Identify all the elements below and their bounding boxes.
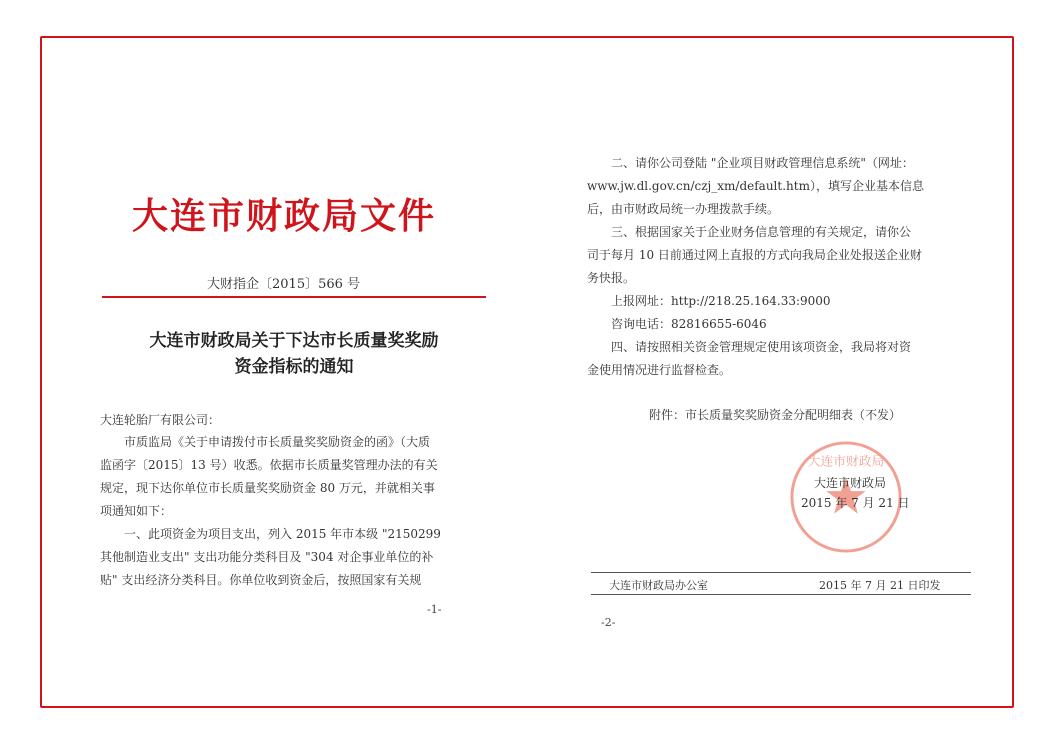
body-line: 二、请你公司登陆 "企业项目财政管理信息系统"（网址： [611, 156, 914, 170]
page-2 [529, 38, 1016, 706]
body-line: 四、请按照相关资金管理规定使用该项资金，我局将对资 [611, 340, 912, 354]
seal-text: 大连市财政局 [807, 454, 885, 470]
issuing-authority: 大连市财政局 [814, 476, 887, 490]
body-line: 市质监局《关于申请拨付市长质量奖奖励资金的函》（大质 [124, 435, 431, 449]
footer-divider-bottom [591, 594, 971, 595]
body-line: 项通知如下： [100, 504, 173, 518]
page-number: -2- [601, 616, 616, 629]
body-line: 金使用情况进行监督检查。 [587, 363, 732, 377]
body-line: 司于每月 10 日前通过网上直报的方式向我局企业处报送企业财 [587, 248, 922, 262]
page-1 [42, 38, 529, 706]
contact-phone-line: 咨询电话：82816655-6046 [611, 317, 767, 331]
body-line: 务快报。 [587, 271, 636, 285]
issue-date: 2015 年 7 月 21 日 [801, 496, 910, 510]
notice-title-line-2: 资金指标的通知 [234, 357, 354, 377]
attachment-note: 附件：市长质量奖奖励资金分配明细表（不发） [649, 408, 902, 422]
body-line: 一、此项资金为项目支出，列入 2015 年市本级 "2150299 [124, 527, 441, 541]
notice-title [102, 328, 486, 380]
document-number: 大财指企〔2015〕566 号 [207, 277, 361, 292]
footer-divider-top [591, 572, 971, 573]
notice-title-line-1: 大连市财政局关于下达市长质量奖奖励 [149, 331, 439, 351]
body-line: 规定，现下达你单位市长质量奖奖励资金 80 万元，并就相关事 [100, 481, 435, 495]
header-divider [102, 296, 486, 298]
body-line: 三、根据国家关于企业财务信息管理的有关规定，请你公 [611, 225, 912, 239]
document-frame [40, 36, 1014, 708]
body-line: 监函字〔2015〕13 号）收悉。依据市长质量奖管理办法的有关 [100, 458, 438, 472]
page-number: -1- [427, 603, 442, 616]
body-line: 贴" 支出经济分类科目。你单位收到资金后，按照国家有关规 [100, 573, 422, 587]
body-line: www.jw.dl.gov.cn/czj_xm/default.htm），填写企业基本信息 [587, 179, 924, 193]
body-line: 后，由市财政局统一办理拨款手续。 [587, 202, 780, 216]
document-header-title: 大连市财政局文件 [132, 195, 437, 237]
body-line: 其他制造业支出" 支出功能分类科目及 "304 对企事业单位的补 [100, 550, 434, 564]
report-url-line: 上报网址：http://218.25.164.33:9000 [611, 294, 831, 308]
recipient-line: 大连轮胎厂有限公司： [100, 413, 221, 427]
footer-print-date: 2015 年 7 月 21 日印发 [819, 579, 941, 592]
footer-office: 大连市财政局办公室 [609, 579, 708, 592]
